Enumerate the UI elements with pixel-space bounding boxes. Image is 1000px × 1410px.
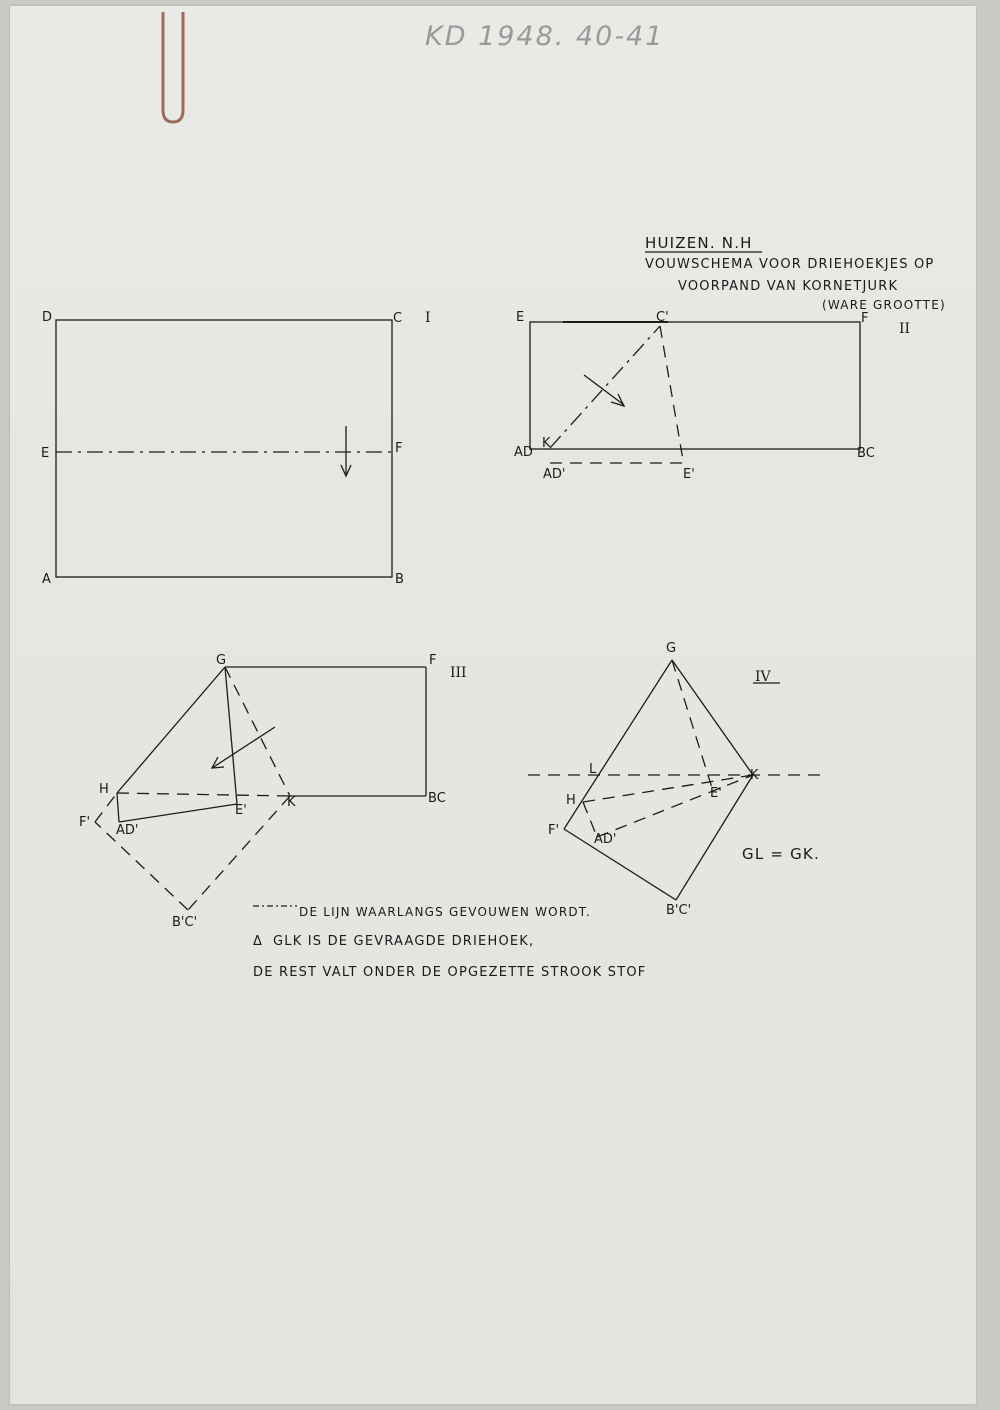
fig4-label-e-prime: E'	[710, 786, 722, 801]
fig3-label-h: H	[99, 782, 109, 797]
figure-1	[41, 310, 431, 587]
fig2-fold-line-ce	[660, 326, 683, 460]
fig2-fold-line-ck	[550, 326, 660, 448]
fig3-label-f-prime: F'	[79, 815, 91, 830]
fig3-label-bc-prime: B'C'	[172, 915, 198, 930]
fig2-numeral: II	[899, 321, 911, 337]
fig1-label-b: B	[395, 572, 404, 587]
pencil-note: KD 1948. 40-41	[425, 21, 665, 52]
fig3-numeral: III	[450, 665, 467, 681]
fig2-label-e-prime: E'	[683, 467, 695, 482]
fig1-rectangle	[56, 320, 392, 577]
legend	[253, 905, 646, 980]
fig4-label-k: K	[750, 768, 759, 783]
header-line-3: (WARE GROOTTE)	[822, 298, 946, 312]
fig1-label-c: C	[393, 311, 403, 326]
fig2-label-e: E	[516, 310, 525, 325]
fig4-label-f-prime: F'	[548, 823, 560, 838]
fig2-label-f: F	[861, 311, 869, 326]
fig3-dash-f-h	[95, 793, 117, 822]
fig1-label-a: A	[42, 572, 51, 587]
fig4-dash-ad-k	[597, 775, 753, 837]
fig4-dash-h-k	[583, 775, 753, 802]
header-line-2: VOORPAND VAN KORNETJURK	[678, 279, 899, 294]
fig2-label-ad: AD	[514, 445, 533, 460]
fig1-numeral: I	[425, 310, 431, 326]
fig2-label-c: C'	[656, 310, 669, 325]
legend-line-2: GLK IS DE GEVRAAGDE DRIEHOEK,	[273, 934, 535, 949]
fig4-dash-g-e	[672, 660, 712, 788]
fig3-dash-hk	[117, 793, 290, 796]
fig3-edge-gh	[117, 667, 225, 793]
legend-triangle-symbol: Δ	[253, 934, 264, 949]
fig3-label-k: K	[287, 795, 296, 810]
legend-line-3: DE REST VALT ONDER DE OPGEZETTE STROOK STOF	[253, 965, 647, 980]
legend-line-1: DE LIJN WAARLANGS GEVOUWEN WORDT.	[299, 905, 591, 919]
fig2-label-bc: BC	[857, 446, 875, 461]
fig3-label-e-prime: E'	[235, 803, 247, 818]
fig1-label-d: D	[42, 310, 53, 325]
fig2-rectangle	[530, 322, 860, 449]
paper-clip-mark	[163, 12, 183, 122]
fig3-label-g: G	[216, 653, 227, 668]
figure-3	[79, 653, 467, 930]
fig4-label-l: L	[589, 762, 597, 777]
fig3-label-ad-prime: AD'	[116, 823, 139, 838]
fig3-dash-bc-f	[95, 822, 188, 910]
fig3-edge-h-ad	[117, 793, 119, 822]
fig4-label-ad-prime: AD'	[594, 832, 617, 847]
fig2-fold-arrow	[584, 375, 624, 405]
fig1-label-f: F	[395, 441, 403, 456]
fig4-edge-gl	[564, 660, 672, 829]
fig3-edge-ad-e	[119, 804, 237, 822]
fig3-label-f: F	[429, 653, 437, 668]
fig4-label-g: G	[666, 641, 677, 656]
fig4-label-bc-prime: B'C'	[666, 903, 692, 918]
header-line-1: VOUWSCHEMA VOOR DRIEHOEKJES OP	[645, 257, 935, 272]
figure-4	[528, 641, 820, 918]
fig4-edge-bc-f	[564, 829, 676, 900]
fig4-equation: GL = GK.	[742, 845, 820, 863]
fig2-label-ad-prime: AD'	[543, 467, 566, 482]
fig3-label-bc: BC	[428, 791, 446, 806]
fig4-label-h: H	[566, 793, 576, 808]
header-title: HUIZEN. N.H	[645, 234, 753, 252]
fig1-label-e: E	[41, 446, 50, 461]
fig2-label-k: K	[542, 436, 551, 451]
fig4-edge-gk	[672, 660, 753, 775]
fig4-numeral: IV	[755, 669, 771, 685]
figure-2	[514, 310, 910, 482]
